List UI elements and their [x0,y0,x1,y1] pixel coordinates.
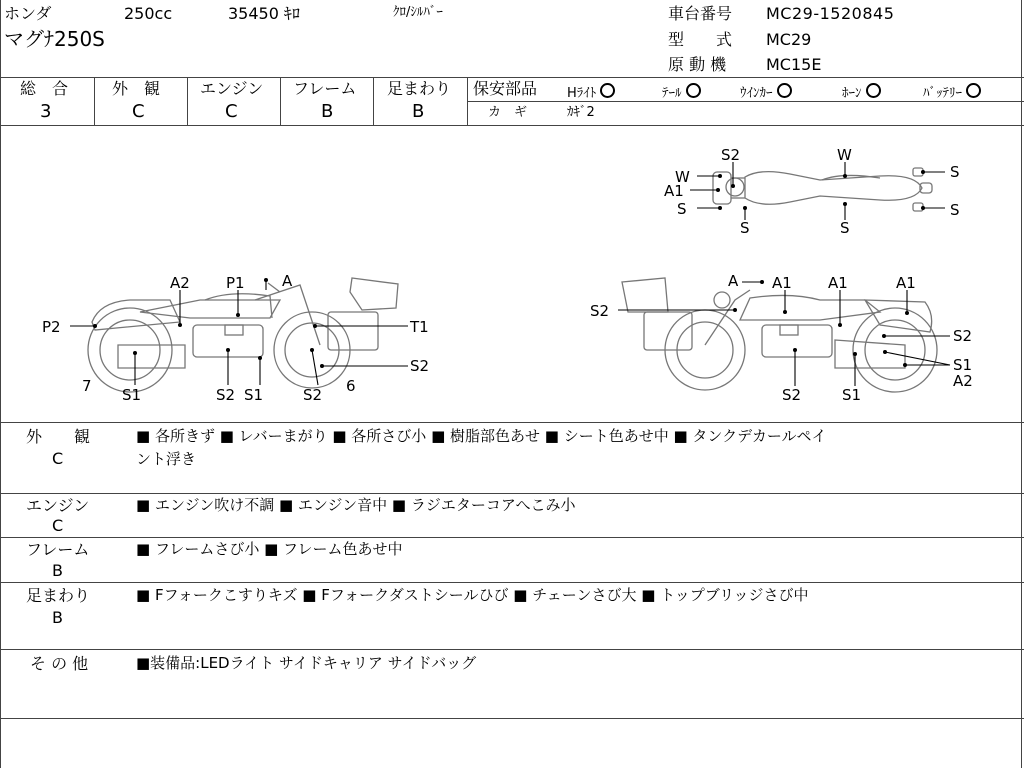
dmg-label: S1 [122,386,142,404]
dmg-label: A2 [170,274,190,292]
maker: ホンダ [4,4,52,23]
displacement: 250cc [124,4,173,23]
dmg-label: S [840,219,850,237]
dmg-label: A2 [953,372,973,390]
ok-circle-icon [600,83,615,98]
safety-item: Hﾗｲﾄ [567,83,615,100]
dmg-label: S2 [590,302,610,320]
grade-suspension-label: 足まわり [387,79,452,98]
dmg-label: T1 [410,318,429,336]
model-name: マグﾅ250S [4,27,105,51]
dmg-label: A1 [664,182,684,200]
grade-suspension: B [412,101,425,122]
mileage: 35450 ｷﾛ [228,4,300,23]
color: ｸﾛ/ｼﾙﾊﾞｰ [393,5,443,20]
dmg-label: S [950,201,960,219]
grade-total-label: 総 合 [20,79,69,98]
safety-item: ﾊﾞｯﾃﾘｰ [923,83,981,100]
grade-engine-label: エンジン [200,79,264,98]
grade-frame: B [321,101,334,122]
dmg-label: A [282,272,293,290]
safety-item: ｳｲﾝｶｰ [740,83,792,100]
bike-right-side [622,278,937,392]
right-labels [590,272,973,404]
type-label: 型 式 [668,30,733,49]
dmg-label: S2 [782,386,802,404]
remark-text-engine: ■ エンジン吹け不調 ■ エンジン音中 ■ ラジエターコアへこみ小 [136,496,576,514]
dmg-label: 7 [82,377,92,395]
dmg-label: A1 [772,274,792,292]
remark-label-exterior: 外 観 [26,427,91,446]
dmg-label: A1 [828,274,848,292]
key-label: カ ギ [488,105,528,120]
dmg-label: S [740,219,750,237]
dmg-label: S [950,163,960,181]
remark-label-suspension: 足まわり [26,586,91,605]
dmg-label: W [837,146,852,164]
dmg-label: P2 [42,318,61,336]
safety-item: ﾎｰﾝ [842,83,881,100]
ok-circle-icon [686,83,701,98]
remark-text-other: ■装備品:LEDライト サイドキャリア サイドバッグ [136,654,477,672]
remark-grade-suspension: B [52,608,63,627]
dmg-label: S2 [410,357,430,375]
grade-frame-label: フレーム [293,79,357,98]
remark-label-frame: フレーム [26,540,90,559]
grade-engine: C [225,101,238,122]
safety-item: ﾃｰﾙ [662,83,701,100]
engine-value: MC15E [766,55,822,74]
damage-diagram [0,126,1024,422]
remark-text-suspension: ■ Fフォークこすりキズ ■ Fフォークダストシールひび ■ チェーンさび大 ■ トップブリッジさび中 [136,586,809,604]
key-value: ｶｷﾞ2 [567,105,595,120]
left-labels [42,272,429,404]
ok-circle-icon [966,83,981,98]
grade-total: 3 [40,101,52,122]
dmg-label: P1 [226,274,245,292]
dmg-label: S2 [721,146,741,164]
remark-grade-frame: B [52,561,63,580]
remark-grade-exterior: C [52,449,64,468]
engine-label: 原 動 機 [668,55,727,74]
dmg-label: S [677,200,687,218]
ok-circle-icon [866,83,881,98]
bike-top-view [713,168,932,211]
grade-exterior: C [132,101,145,122]
dmg-label: S1 [953,356,973,374]
dmg-label: A1 [896,274,916,292]
remark-text-exterior: ■ 各所きず ■ レバーまがり ■ 各所さび小 ■ 樹脂部色あせ ■ シート色あせ中 ■ タンクデカールペイ [136,427,827,445]
chassis-value: MC29-1520845 [766,4,895,23]
dmg-label: W [675,168,690,186]
dmg-label: S2 [953,327,973,345]
dmg-label: 6 [346,377,356,395]
safety-label: 保安部品 [473,79,538,98]
top-labels [664,146,960,237]
dmg-label: A [728,272,739,290]
remark-text-exterior-cont: ント浮き [136,450,197,468]
dmg-label: S1 [842,386,862,404]
dmg-label: S2 [216,386,236,404]
dmg-label: S2 [303,386,323,404]
remark-grade-engine: C [52,516,64,535]
divider [0,77,1024,78]
ok-circle-icon [777,83,792,98]
remark-text-frame: ■ フレームさび小 ■ フレーム色あせ中 [136,540,403,558]
grade-exterior-label: 外 観 [112,79,161,98]
remark-label-engine: エンジン [26,496,90,515]
dmg-label: S1 [244,386,264,404]
chassis-label: 車台番号 [668,4,733,23]
type-value: MC29 [766,30,812,49]
remark-label-other: そ の 他 [30,654,89,673]
